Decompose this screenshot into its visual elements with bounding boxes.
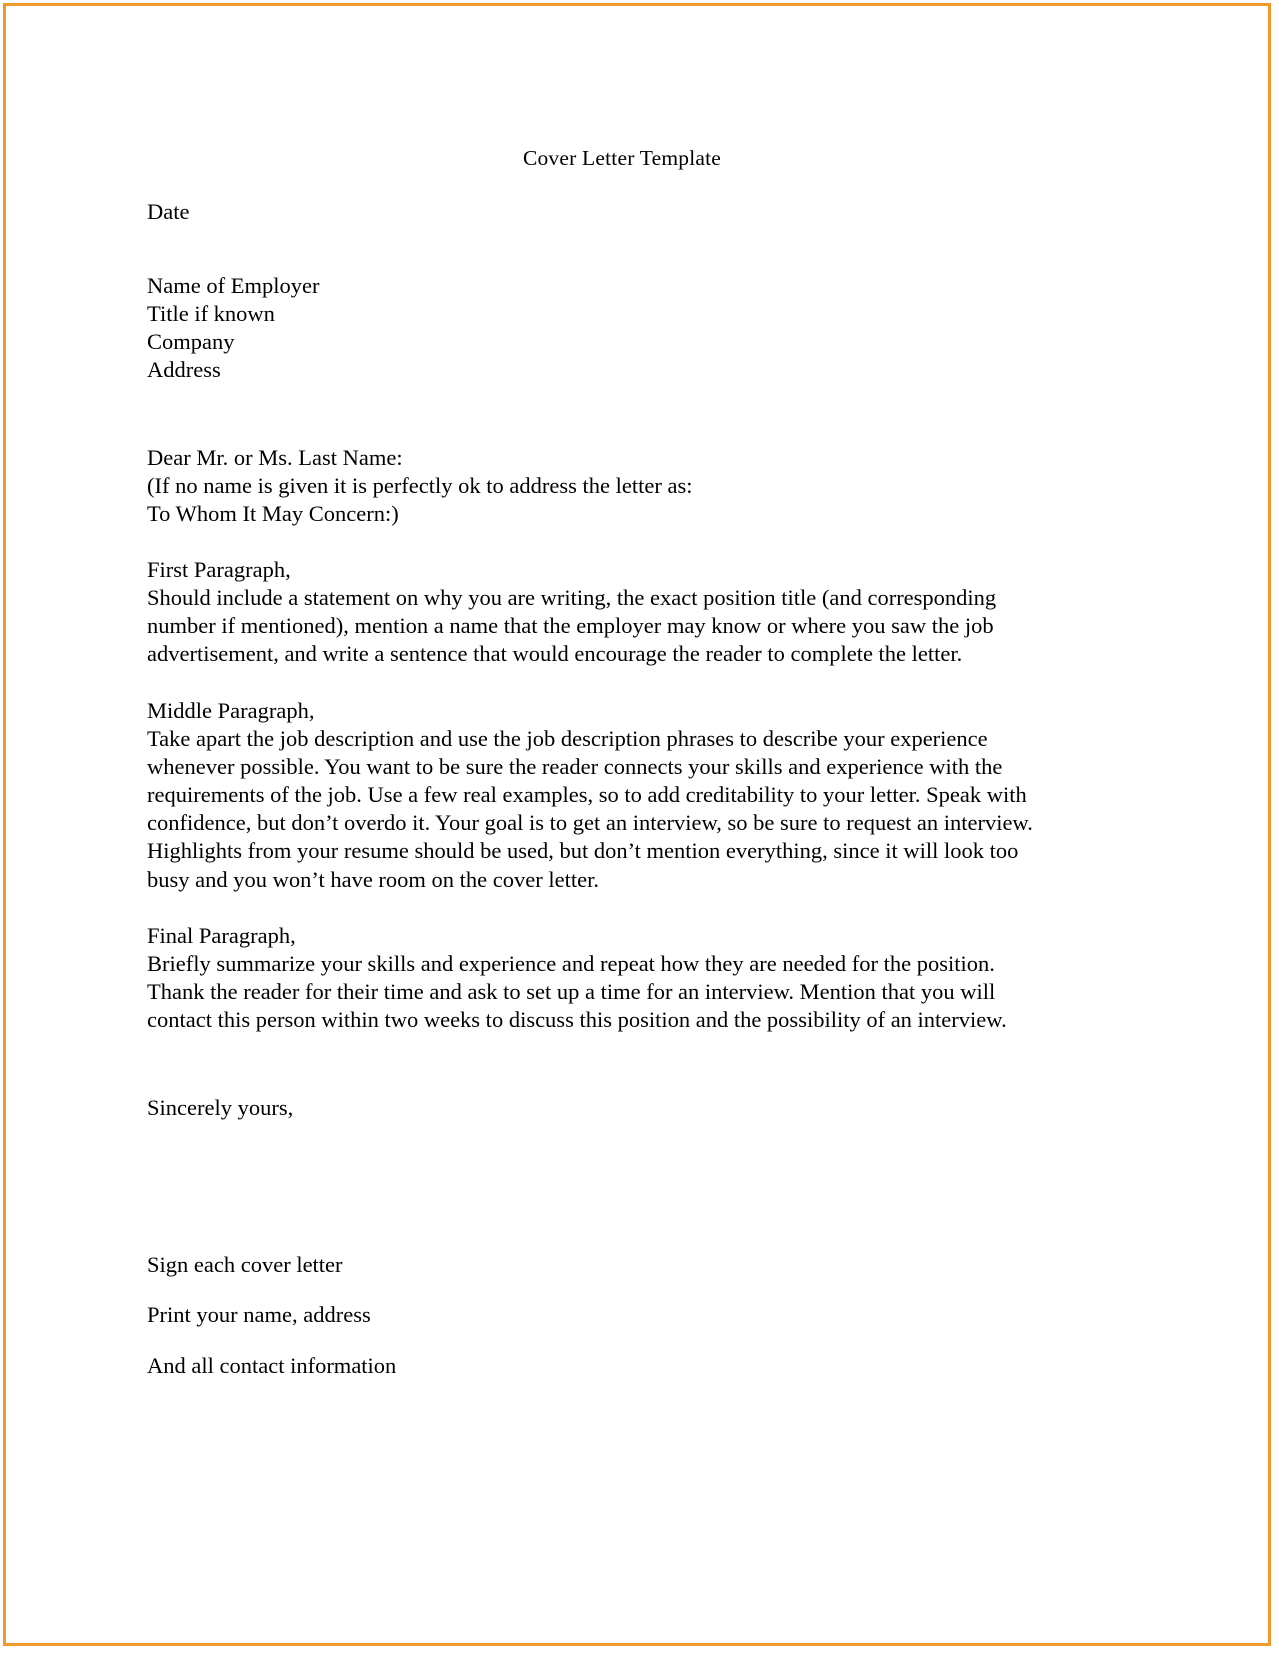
spacer-before-middle-paragraph xyxy=(147,669,1077,697)
middle-paragraph-label: Middle Paragraph, xyxy=(147,697,315,723)
salutation-line-2: (If no name is given it is perfectly ok to address the letter as: xyxy=(147,473,693,498)
middle-paragraph-body: Take apart the job description and use the job description phrases to describe your experience whenever possible. You want to be sure the reader connects your skills and experience with the requirements of the job. Use a few real examples, so to add creditability to your letter. Speak with confidence, but don’t overdo it. Your goal is to get an interview, so be sure to request an interview. Highlights from your resume should be used, but don’t mention everything, since it will look too busy and you won’t have room on the cover letter. xyxy=(147,725,1033,892)
middle-paragraph xyxy=(147,697,1077,894)
date-line: Date xyxy=(147,199,190,224)
final-paragraph-body: Briefly summarize your skills and experience and repeat how they are needed for the position. Thank the reader for their time and ask to set up a time for an interview. Mention that you will contact this person within two weeks to discuss this position and the possibility of an interview. xyxy=(147,950,1007,1033)
signature-instruction-3: And all contact information xyxy=(147,1352,397,1378)
spacer-after-date xyxy=(147,226,1077,272)
spacer-after-recipient-2 xyxy=(147,430,1077,444)
signature-instruction-2: Print your name, address xyxy=(147,1302,371,1328)
salutation-block xyxy=(147,444,1077,528)
signature-space-3 xyxy=(147,1214,1077,1228)
signature-space-2 xyxy=(147,1168,1077,1214)
spacer-before-closing xyxy=(147,1034,1077,1080)
document-page-frame xyxy=(3,3,1271,1646)
cover-letter-document xyxy=(147,144,1077,1402)
final-paragraph xyxy=(147,922,1077,1035)
final-paragraph-label: Final Paragraph, xyxy=(147,922,296,948)
closing-line: Sincerely yours, xyxy=(147,1095,294,1121)
spacer-before-first-paragraph xyxy=(147,528,1077,556)
first-paragraph xyxy=(147,556,1077,669)
signature-space xyxy=(147,1122,1077,1168)
first-paragraph-label: First Paragraph, xyxy=(147,557,291,582)
salutation-line-1: Dear Mr. or Ms. Last Name: xyxy=(147,445,403,470)
spacer-before-final-paragraph xyxy=(147,894,1077,922)
document-paper xyxy=(6,6,1268,1643)
spacer-after-recipient xyxy=(147,384,1077,430)
recipient-address-block xyxy=(147,272,1077,384)
recipient-title: Title if known xyxy=(147,301,275,326)
signature-instruction-1: Sign each cover letter xyxy=(147,1251,343,1277)
signature-instructions-block xyxy=(147,1251,1077,1380)
spacer-after-title xyxy=(147,172,1077,198)
page-title: Cover Letter Template xyxy=(522,146,722,170)
spacer-before-closing-2 xyxy=(147,1080,1077,1094)
salutation-line-3: To Whom It May Concern:) xyxy=(147,501,399,526)
recipient-name: Name of Employer xyxy=(147,273,320,298)
recipient-company: Company xyxy=(147,329,235,354)
recipient-address: Address xyxy=(147,357,221,382)
first-paragraph-body: Should include a statement on why you are writing, the exact position title (and corresponding number if mentioned), mention a name that the employer may know or where you saw the job advertisement, and write a sentence that would encourage the reader to complete the letter. xyxy=(147,585,997,667)
